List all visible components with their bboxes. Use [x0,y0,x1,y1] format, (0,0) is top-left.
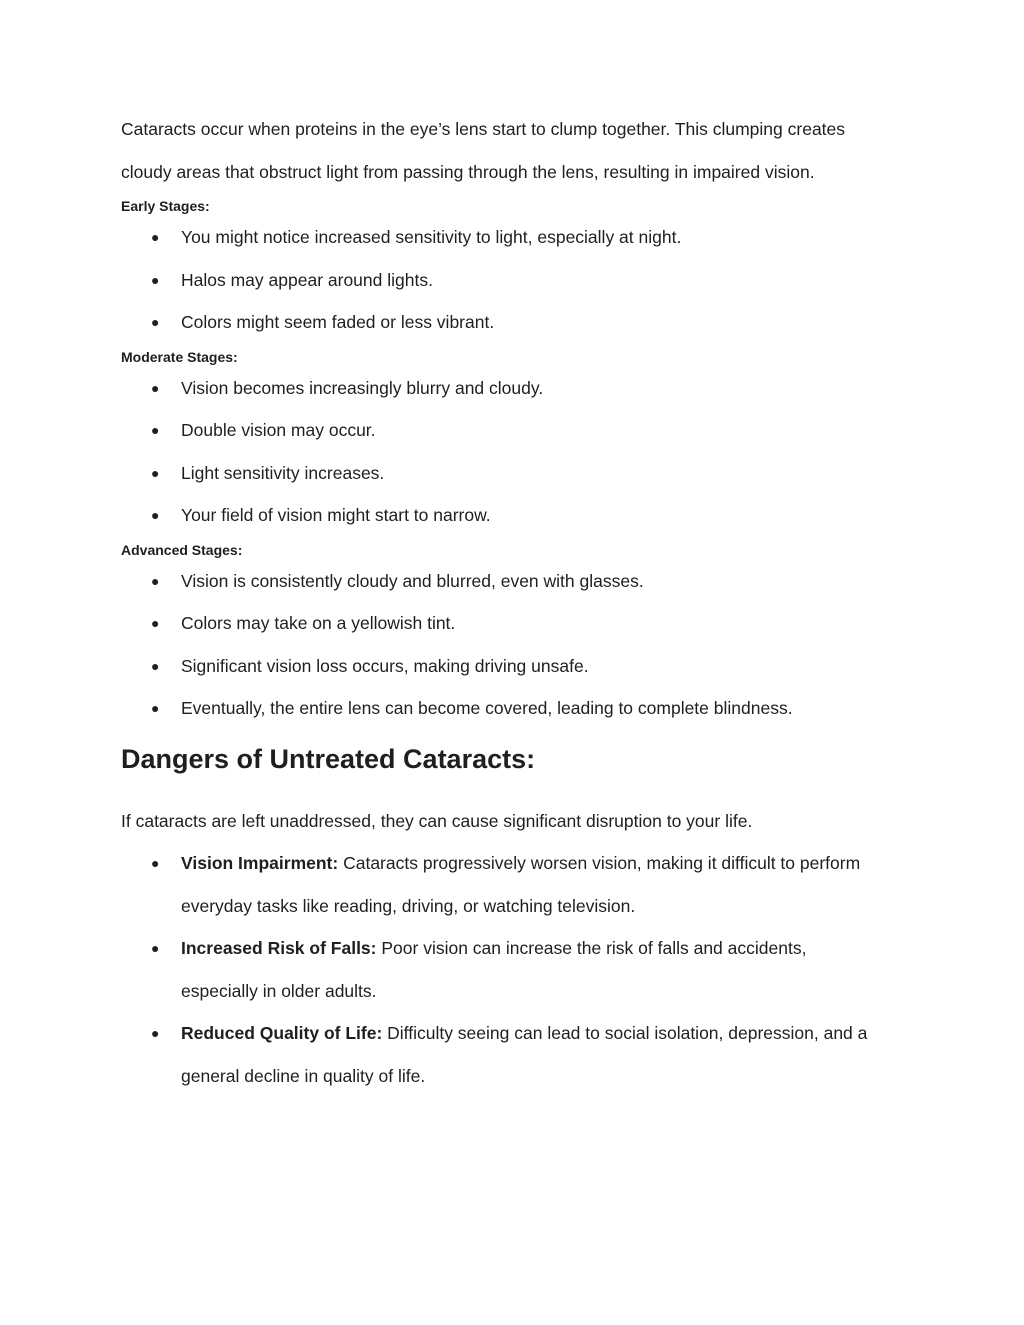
bullet-icon: ● [151,700,160,716]
dangers-list [121,842,911,1097]
bullet-icon: ● [151,657,160,674]
list-item: ● Colors might seem faded or less vibrant. [121,301,911,344]
intro-line-2: cloudy areas that obstruct light from passing through the lens, resulting in impaired vision. [121,161,815,182]
document-page [121,108,911,1097]
list-item: ● Vision becomes increasingly blurry and cloudy. [121,367,911,410]
early-stages-list [121,216,911,344]
intro-paragraph [121,108,911,193]
list-item: ● Your field of vision might start to narrow. [121,494,911,537]
bullet-icon: ● [151,855,160,871]
bullet-icon: ● [151,1025,160,1041]
list-item: ● You might notice increased sensitivity to light, especially at night. [121,216,911,259]
danger-term: Vision Impairment: [181,853,339,873]
bullet-icon: ● [151,229,160,245]
danger-term: Increased Risk of Falls: [181,938,377,958]
dangers-intro: If cataracts are left unaddressed, they can cause significant disruption to your life. [121,810,753,831]
list-item: ● Vision is consistently cloudy and blurred, even with glasses. [121,560,911,603]
early-stages-heading: Early Stages: [121,198,210,214]
bullet-icon: ● [151,422,160,438]
moderate-stages-list [121,367,911,537]
list-item: ● Increased Risk of Falls: Poor vision can increase the risk of falls and accidents, especially in older adults. [121,927,911,1012]
bullet-icon: ● [151,379,160,396]
list-item: ● Halos may appear around lights. [121,259,911,302]
bullet-icon: ● [151,940,160,956]
list-item: ● Reduced Quality of Life: Difficulty seeing can lead to social isolation, depression, and a general decline in quality of life. [121,1012,911,1097]
dangers-heading: Dangers of Untreated Cataracts: [121,743,536,774]
bullet-icon: ● [151,615,160,631]
danger-term: Reduced Quality of Life: [181,1023,383,1043]
moderate-stages-heading: Moderate Stages: [121,348,238,365]
intro-line-1: Cataracts occur when proteins in the eye’s lens start to clump together. This clumping creates [121,119,846,139]
bullet-icon: ● [151,507,160,523]
bullet-icon: ● [151,464,160,481]
bullet-icon: ● [151,572,160,589]
list-item: ● Eventually, the entire lens can become covered, leading to complete blindness. [121,687,911,730]
list-item: ● Double vision may occur. [121,409,911,452]
advanced-stages-heading: Advanced Stages: [121,541,243,558]
bullet-icon: ● [151,314,160,330]
bullet-icon: ● [151,271,160,288]
list-item: ● Light sensitivity increases. [121,452,911,495]
list-item: ● Vision Impairment: Cataracts progressively worsen vision, making it difficult to perform everyday tasks like reading, driving, or watching television. [121,842,911,927]
list-item: ● Significant vision loss occurs, making driving unsafe. [121,645,911,688]
list-item: ● Colors may take on a yellowish tint. [121,602,911,645]
advanced-stages-list [121,560,911,730]
